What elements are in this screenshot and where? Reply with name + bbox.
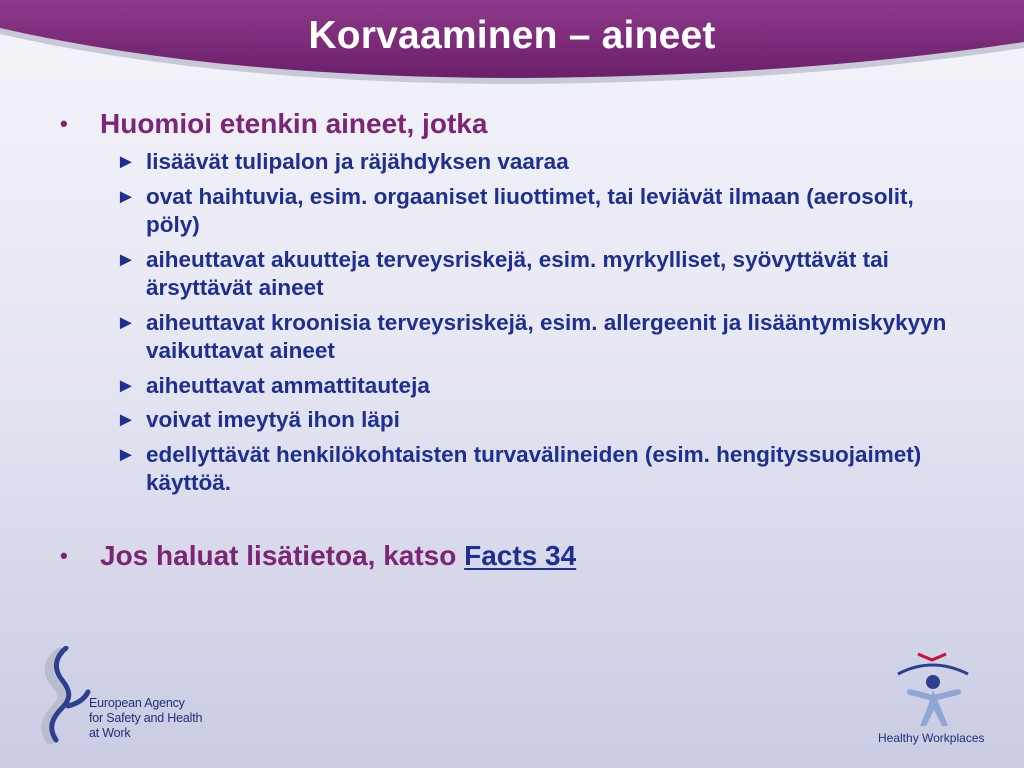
sub-bullet-text: edellyttävät henkilökohtaisten turvavälineiden (esim. hengityssuojaimet) käyttöä. <box>146 441 922 495</box>
sub-bullet <box>58 309 958 366</box>
bullet-dot: • <box>60 111 68 136</box>
facts-link[interactable]: Facts 34 <box>464 539 577 571</box>
sub-bullet <box>58 441 958 498</box>
sub-bullet-text: voivat imeytyä ihon läpi <box>146 407 400 432</box>
campaign-name: Healthy Workplaces <box>878 731 985 745</box>
arrow-bullet-icon: ► <box>116 374 136 397</box>
arrow-bullet-icon: ► <box>116 443 136 466</box>
sub-bullet <box>58 148 958 177</box>
sub-bullet-text: lisäävät tulipalon ja räjähdyksen vaaraa <box>146 149 569 174</box>
slide-body <box>58 106 958 574</box>
bullet-main-1 <box>58 106 958 142</box>
sub-bullet-text: ovat haihtuvia, esim. orgaaniset liuottimet, tai leviävät ilmaan (aerosolit, pöly) <box>146 183 914 237</box>
bullet-text: Jos haluat lisätietoa, katso <box>100 539 457 571</box>
eu-osha-name <box>89 696 202 741</box>
bullet-text: Huomioi etenkin aineet, jotka <box>100 108 488 139</box>
sub-bullet-text: aiheuttavat ammattitauteja <box>146 372 430 398</box>
arrow-bullet-icon: ► <box>116 248 136 271</box>
bullet-dot: • <box>60 542 68 568</box>
sub-bullet <box>58 406 958 435</box>
sub-bullet <box>58 246 958 303</box>
sub-bullet-text: aiheuttavat kroonisia terveysriskejä, esim. allergeenit ja lisääntymiskykyyn vaikuttavat aineet <box>146 309 947 363</box>
arrow-bullet-icon: ► <box>116 409 136 431</box>
agency-line: for Safety and Health <box>89 711 203 725</box>
agency-line: European Agency <box>89 696 185 710</box>
sub-bullet <box>58 372 958 401</box>
agency-line: at Work <box>89 726 131 740</box>
arrow-bullet-icon: ► <box>116 311 136 334</box>
arrow-bullet-icon: ► <box>116 185 136 208</box>
arrow-bullet-icon: ► <box>116 151 136 173</box>
slide-title: Korvaaminen – aineet <box>308 14 716 57</box>
bullet-main-2 <box>58 538 958 574</box>
sub-bullet-text: aiheuttavat akuutteja terveysriskejä, esim. myrkylliset, syövyttävät tai ärsyttävät aineet <box>146 246 889 300</box>
sub-bullet <box>58 183 958 240</box>
title-banner <box>0 0 1024 95</box>
